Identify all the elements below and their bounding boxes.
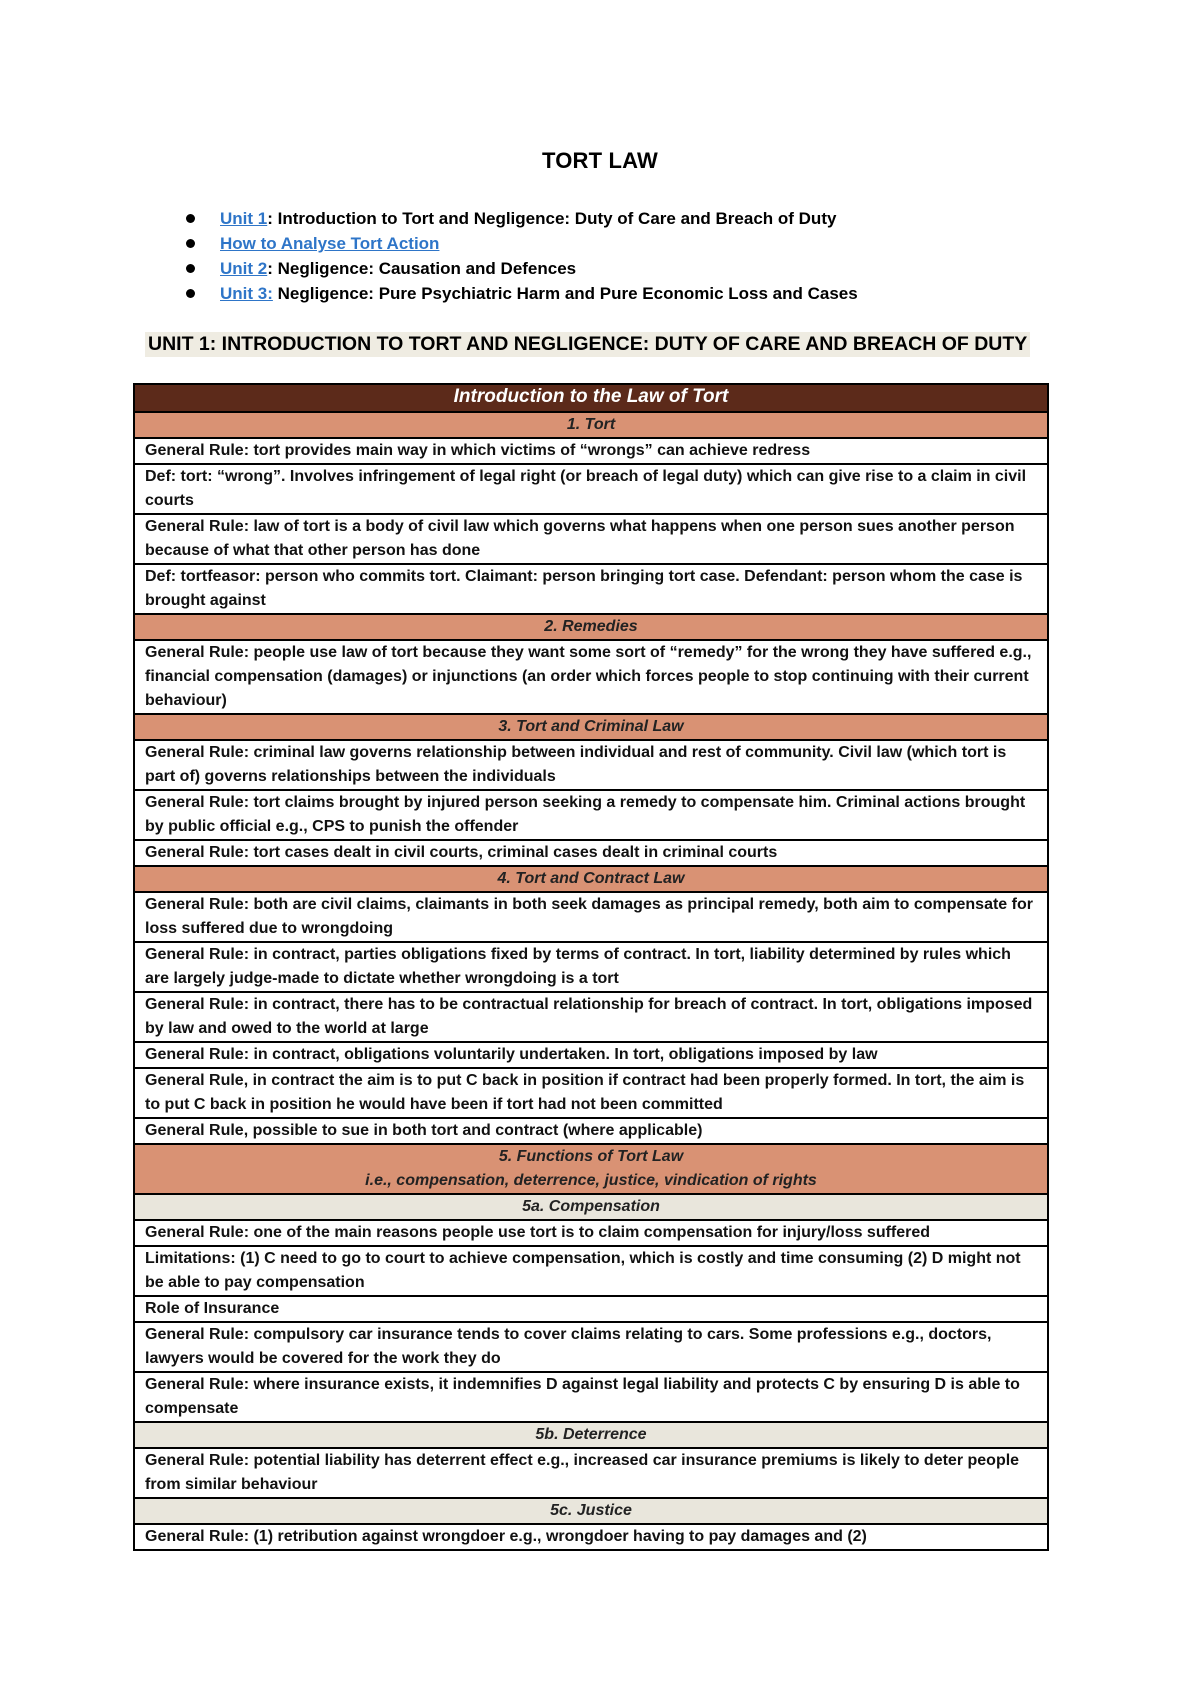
table-row [134, 992, 1048, 1042]
table-row [134, 790, 1048, 840]
subsection-header-row [134, 1422, 1048, 1448]
rule-cell: Def: tort: “wrong”. Involves infringement of legal right (or breach of legal duty) which can give rise to a claim in civil courts [134, 464, 1048, 514]
rule-cell: Limitations: (1) C need to go to court to achieve compensation, which is costly and time consuming (2) D might not be able to pay compensation [134, 1246, 1048, 1296]
rule-cell: General Rule: in contract, parties obligations fixed by terms of contract. In tort, liability determined by rules which are largely judge-made to dictate whether wrongdoing is a tort [134, 942, 1048, 992]
table-row [134, 1246, 1048, 1296]
table-row [134, 640, 1048, 714]
section-header [134, 866, 1048, 892]
rule-cell: General Rule: both are civil claims, claimants in both seek damages as principal remedy, both aim to compensate for loss suffered due to wrongdoing [134, 892, 1048, 942]
document-title: TORT LAW [541, 148, 659, 173]
bullet-icon [186, 289, 195, 298]
rule-cell: General Rule: law of tort is a body of civil law which governs what happens when one person sues another person because of what that other person has done [134, 514, 1048, 564]
bullet-icon [186, 264, 195, 273]
table-of-contents [186, 206, 858, 306]
rule-cell: General Rule: in contract, there has to be contractual relationship for breach of contract. In tort, obligations imposed by law and owed to the world at large [134, 992, 1048, 1042]
section-header-row [134, 1144, 1048, 1194]
table-row [134, 892, 1048, 942]
table-row [134, 1220, 1048, 1246]
subsection-header-row [134, 1194, 1048, 1220]
rule-cell: General Rule: people use law of tort because they want some sort of “remedy” for the wrong they have suffered e.g., financial compensation (damages) or injunctions (an order which forces people to stop continuing with their current behaviour) [134, 640, 1048, 714]
toc-link-unit-2[interactable]: Unit 2 [220, 259, 268, 278]
table-row [134, 1068, 1048, 1118]
toc-item-text: : Introduction to Tort and Negligence: Duty of Care and Breach of Duty [267, 209, 837, 228]
toc-item [186, 256, 858, 281]
subsection-header: 5a. Compensation [134, 1194, 1048, 1220]
section-header-row [134, 866, 1048, 892]
rule-cell: General Rule: tort claims brought by injured person seeking a remedy to compensate him. Criminal actions brought by public official e.g., CPS to punish the offender [134, 790, 1048, 840]
toc-item [186, 231, 858, 256]
rule-cell: General Rule: where insurance exists, it indemnifies D against legal liability and protects C by ensuring D is able to compensate [134, 1372, 1048, 1422]
table-title-row [134, 384, 1048, 412]
section-header-text: 2. Remedies [544, 618, 638, 635]
section-header [134, 714, 1048, 740]
table-row [134, 1448, 1048, 1498]
rule-cell: General Rule: tort cases dealt in civil courts, criminal cases dealt in criminal courts [134, 840, 1048, 866]
subsection-header-row [134, 1498, 1048, 1524]
rule-cell: General Rule: (1) retribution against wrongdoer e.g., wrongdoer having to pay damages and (2) [134, 1524, 1048, 1550]
toc-link-unit-1[interactable]: Unit 1 [220, 209, 268, 228]
table-row [134, 1042, 1048, 1068]
bullet-icon [186, 239, 195, 248]
section-header [134, 1144, 1048, 1194]
table-row [134, 840, 1048, 866]
rule-cell: General Rule: compulsory car insurance tends to cover claims relating to cars. Some professions e.g., doctors, lawyers would be covered for the work they do [134, 1322, 1048, 1372]
table-row [134, 1118, 1048, 1144]
rule-cell: General Rule: criminal law governs relationship between individual and rest of community. Civil law (which tort is part of) governs relationships between the individuals [134, 740, 1048, 790]
table-row [134, 740, 1048, 790]
rule-cell: General Rule, possible to sue in both tort and contract (where applicable) [134, 1118, 1048, 1144]
rule-cell: Role of Insurance [134, 1296, 1048, 1322]
table-row [134, 1296, 1048, 1322]
rule-cell: General Rule: tort provides main way in which victims of “wrongs” can achieve redress [134, 438, 1048, 464]
table-row [134, 1524, 1048, 1550]
rule-cell: General Rule: in contract, obligations voluntarily undertaken. In tort, obligations imposed by law [134, 1042, 1048, 1068]
rule-cell: General Rule: one of the main reasons people use tort is to claim compensation for injury/loss suffered [134, 1220, 1048, 1246]
section-header [134, 412, 1048, 438]
rule-cell: General Rule, in contract the aim is to put C back in position if contract had been properly formed. In tort, the aim is to put C back in position he would have been if tort had not been committed [134, 1068, 1048, 1118]
section-header-subtext: i.e., compensation, deterrence, justice, vindication of rights [365, 1172, 817, 1189]
section-header-row [134, 412, 1048, 438]
table-row [134, 942, 1048, 992]
toc-item-text: Negligence: Pure Psychiatric Harm and Pure Economic Loss and Cases [272, 284, 858, 303]
section-header-row [134, 614, 1048, 640]
toc-item-text: : Negligence: Causation and Defences [267, 259, 577, 278]
table-title: Introduction to the Law of Tort [134, 384, 1048, 412]
rule-cell: General Rule: potential liability has deterrent effect e.g., increased car insurance premiums is likely to deter people from similar behaviour [134, 1448, 1048, 1498]
rule-cell: Def: tortfeasor: person who commits tort. Claimant: person bringing tort case. Defendant: person whom the case is brought against [134, 564, 1048, 614]
table-row [134, 1322, 1048, 1372]
subsection-header: 5c. Justice [134, 1498, 1048, 1524]
bullet-icon [186, 214, 195, 223]
section-header-row [134, 714, 1048, 740]
section-header-text: 3. Tort and Criminal Law [498, 718, 684, 735]
unit-1-heading: UNIT 1: INTRODUCTION TO TORT AND NEGLIGENCE: DUTY OF CARE AND BREACH OF DUTY [145, 332, 1030, 357]
table-row [134, 564, 1048, 614]
section-header [134, 614, 1048, 640]
section-header-text: 4. Tort and Contract Law [497, 870, 685, 887]
tort-intro-table [133, 383, 1049, 1551]
toc-link-unit-3[interactable]: Unit 3: [220, 284, 273, 303]
table-row [134, 514, 1048, 564]
subsection-header: 5b. Deterrence [134, 1422, 1048, 1448]
table-row [134, 464, 1048, 514]
section-header-text: 5. Functions of Tort Law [498, 1148, 684, 1165]
table-row [134, 438, 1048, 464]
toc-item [186, 281, 858, 306]
section-header-text: 1. Tort [566, 416, 616, 433]
table-row [134, 1372, 1048, 1422]
toc-link-how-to-analyse[interactable]: How to Analyse Tort Action [220, 234, 440, 253]
toc-item [186, 206, 858, 231]
